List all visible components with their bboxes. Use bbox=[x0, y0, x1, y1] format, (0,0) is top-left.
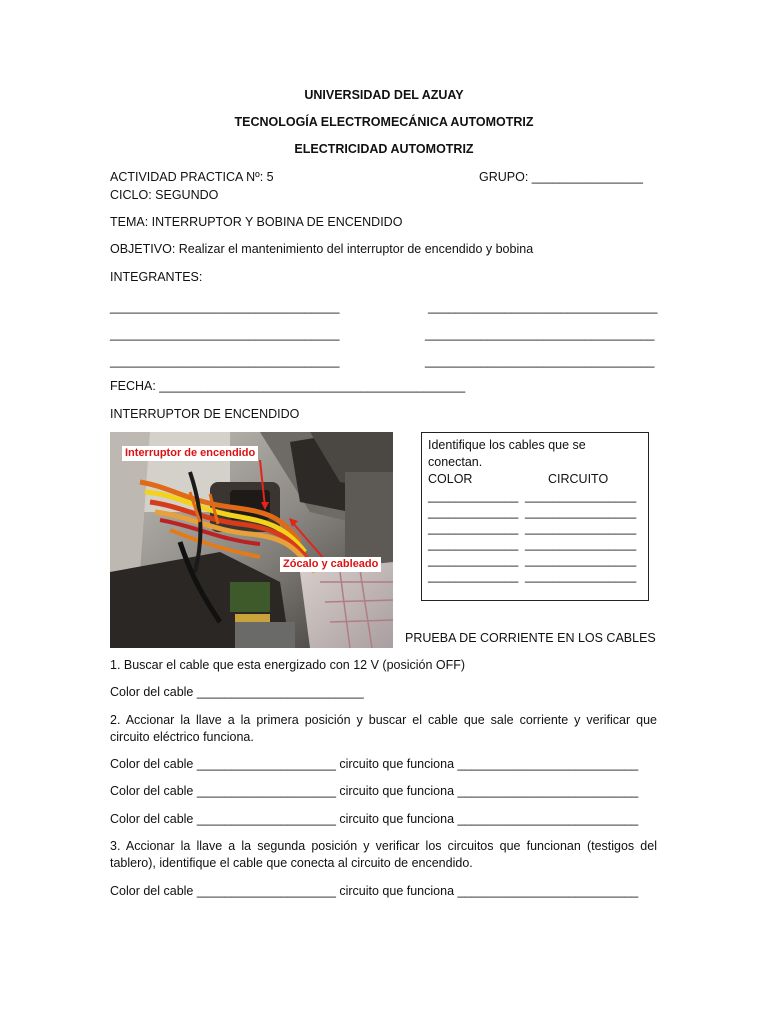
test-section-title: PRUEBA DE CORRIENTE EN LOS CABLES bbox=[405, 631, 656, 645]
members-label: INTEGRANTES: bbox=[110, 270, 203, 284]
box-intro-line2: conectan. bbox=[428, 455, 483, 469]
circuit-line: ________________ bbox=[525, 489, 637, 503]
step-2-row: Color del cable ____________________ circuito que funciona __________________________ bbox=[110, 812, 639, 826]
university-title: UNIVERSIDAD DEL AZUAY bbox=[304, 88, 464, 102]
ignition-switch-photo bbox=[110, 432, 393, 648]
step-3-line1: 3. Accionar la llave a la segunda posición y verificar los circuitos que funcionan (testigos del bbox=[110, 839, 657, 853]
cycle: CICLO: SEGUNDO bbox=[110, 188, 219, 202]
photo-label-switch: Interruptor de encendido bbox=[122, 446, 258, 461]
member-line: _________________________________ bbox=[110, 300, 340, 314]
objective: OBJETIVO: Realizar el mantenimiento del interruptor de encendido y bobina bbox=[110, 242, 534, 256]
color-line: _____________ bbox=[428, 505, 519, 519]
step-3-row: Color del cable ____________________ circuito que funciona __________________________ bbox=[110, 884, 639, 898]
step-2-row: Color del cable ____________________ circuito que funciona __________________________ bbox=[110, 757, 639, 771]
step-1: 1. Buscar el cable que esta energizado con 12 V (posición OFF) bbox=[110, 658, 466, 672]
color-line: _____________ bbox=[428, 521, 519, 535]
switch-section-title: INTERRUPTOR DE ENCENDIDO bbox=[110, 407, 300, 421]
activity-number: ACTIVIDAD PRACTICA Nº: 5 bbox=[110, 170, 274, 184]
program-title: TECNOLOGÍA ELECTROMECÁNICA AUTOMOTRIZ bbox=[234, 115, 534, 129]
column-circuit: CIRCUITO bbox=[548, 472, 609, 486]
topic: TEMA: INTERRUPTOR Y BOBINA DE ENCENDIDO bbox=[110, 215, 403, 229]
box-intro-line1: Identifique los cables que se bbox=[428, 438, 586, 452]
circuit-line: ________________ bbox=[525, 537, 637, 551]
circuit-line: ________________ bbox=[525, 553, 637, 567]
step-2-line1: 2. Accionar la llave a la primera posición y buscar el cable que sale corriente y verificar que bbox=[110, 713, 657, 727]
date-field: FECHA: ____________________________________________ bbox=[110, 379, 466, 393]
cable-identification-box bbox=[421, 432, 649, 601]
step-2-line2: circuito eléctrico funciona. bbox=[110, 730, 254, 744]
color-line: _____________ bbox=[428, 489, 519, 503]
step-3-line2: tablero), identifique el cable que conecta al circuito de encendido. bbox=[110, 856, 473, 870]
photo-label-socket: Zócalo y cableado bbox=[280, 557, 381, 572]
color-line: _____________ bbox=[428, 553, 519, 567]
member-line: _________________________________ bbox=[425, 327, 655, 341]
color-line: _____________ bbox=[428, 537, 519, 551]
step-1-color-line: Color del cable ________________________ bbox=[110, 685, 364, 699]
member-line: _________________________________ bbox=[110, 327, 340, 341]
group-field: GRUPO: ________________ bbox=[479, 170, 644, 184]
member-line: _________________________________ bbox=[428, 300, 658, 314]
column-color: COLOR bbox=[428, 472, 473, 486]
circuit-line: ________________ bbox=[525, 521, 637, 535]
circuit-line: ________________ bbox=[525, 505, 637, 519]
course-title: ELECTRICIDAD AUTOMOTRIZ bbox=[294, 142, 474, 156]
circuit-line: ________________ bbox=[525, 569, 637, 583]
color-line: _____________ bbox=[428, 569, 519, 583]
step-2-row: Color del cable ____________________ circuito que funciona __________________________ bbox=[110, 784, 639, 798]
member-line: _________________________________ bbox=[110, 354, 340, 368]
member-line: _________________________________ bbox=[425, 354, 655, 368]
